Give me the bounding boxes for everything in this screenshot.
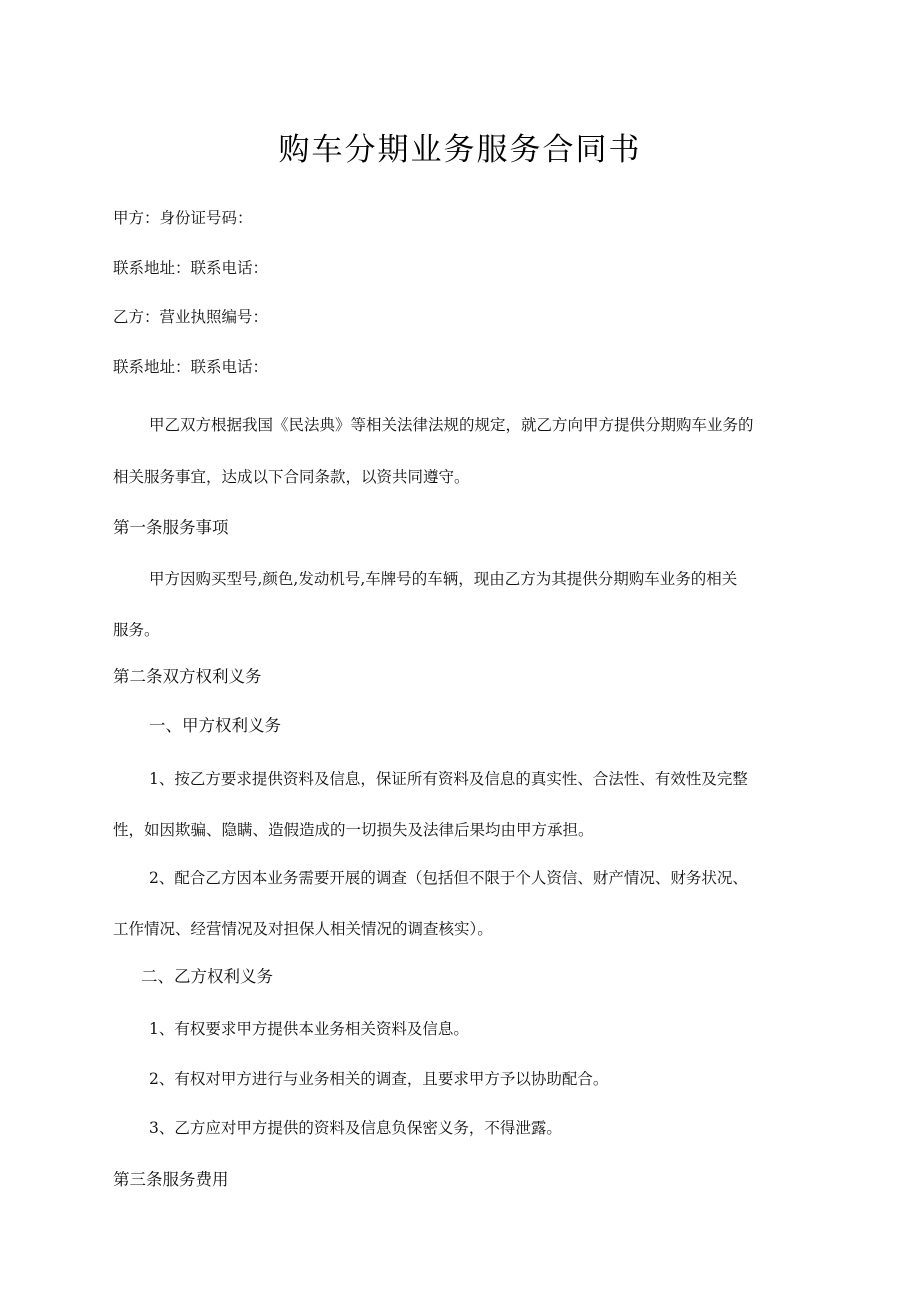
party-b-item-2: 2、有权对甲方进行与业务相关的调查，且要求甲方予以协助配合。 — [149, 1070, 609, 1088]
party-a-item-1-line-2: 性，如因欺骗、隐瞒、造假造成的一切损失及法律后果均由甲方承担。 — [113, 821, 594, 839]
article-1-line-2: 服务。 — [113, 621, 160, 639]
intro-line-1: 甲乙双方根据我国《民法典》等相关法律法规的规定，就乙方向甲方提供分期购车业务的 — [149, 416, 754, 434]
intro-line-2: 相关服务事宜，达成以下合同条款，以资共同遵守。 — [113, 468, 470, 486]
article-1-line-1: 甲方因购买型号,颜色,发动机号,车牌号的车辆，现由乙方为其提供分期购车业务的相关 — [149, 570, 738, 588]
article-3-heading: 第三条服务费用 — [113, 1170, 229, 1189]
document-title: 购车分期业务服务合同书 — [278, 132, 642, 168]
party-b-item-3: 3、乙方应对甲方提供的资料及信息负保密义务，不得泄露。 — [149, 1119, 562, 1137]
party-a-item-2-line-1: 2、配合乙方因本业务需要开展的调查（包括但不限于个人资信、财产情况、财务状况、 — [149, 869, 748, 887]
party-b-line: 乙方：营业执照编号： — [113, 308, 269, 326]
party-b-item-1: 1、有权要求甲方提供本业务相关资料及信息。 — [149, 1020, 469, 1038]
party-b-contact-line: 联系地址：联系电话： — [113, 358, 269, 376]
party-a-rights-heading: 一、甲方权利义务 — [149, 716, 281, 735]
party-a-contact-line: 联系地址：联系电话： — [113, 259, 269, 277]
article-2-heading: 第二条双方权利义务 — [113, 667, 262, 686]
party-a-line: 甲方：身份证号码： — [113, 209, 253, 227]
party-b-rights-heading: 二、乙方权利义务 — [141, 967, 273, 986]
party-a-item-2-line-2: 工作情况、经营情况及对担保人相关情况的调查核实）。 — [113, 920, 493, 938]
party-a-item-1-line-1: 1、按乙方要求提供资料及信息，保证所有资料及信息的真实性、合法性、有效性及完整 — [149, 770, 748, 788]
article-1-heading: 第一条服务事项 — [113, 518, 229, 537]
